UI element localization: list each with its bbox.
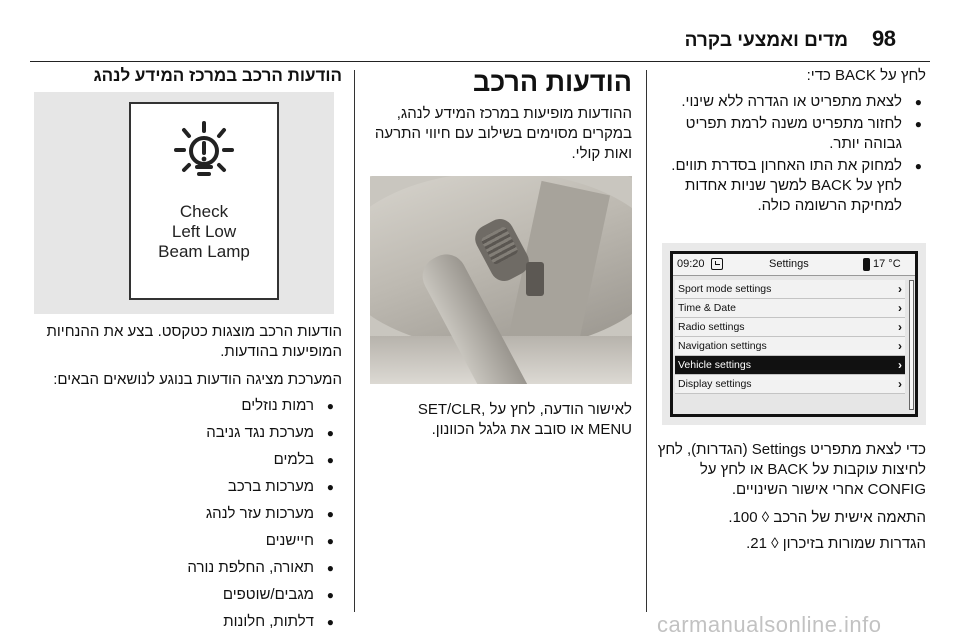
- menu-item-label: Radio settings: [678, 321, 745, 333]
- column-divider-left: [354, 70, 355, 612]
- list-item: ● מגבים/שוטפים: [30, 585, 342, 605]
- list-item: ● תאורה, החלפת נורה: [30, 558, 342, 578]
- menu-item-label: Sport mode settings: [678, 283, 772, 295]
- list-item: ● מערכות ברכב: [30, 477, 342, 497]
- screen-status-bar: [673, 254, 915, 276]
- warning-line: Beam Lamp: [158, 242, 250, 261]
- thermometer-icon: [863, 258, 870, 271]
- clock-icon: [711, 258, 723, 270]
- settings-menu-list: [675, 280, 905, 394]
- dic-warning-text: [131, 202, 277, 262]
- crossref-memory-settings[interactable]: הגדרות שמורות בזיכרון ◊ 21.: [746, 535, 926, 552]
- chevron-right-icon: ›: [898, 377, 902, 391]
- menu-item-label: Display settings: [678, 378, 752, 390]
- list-item: ● חיישנים: [30, 531, 342, 551]
- menu-item-sport-mode[interactable]: [675, 280, 905, 299]
- crossref-personalization[interactable]: התאמה אישית של הרכב ◊ 100.: [728, 509, 926, 526]
- bulb-warning-icon: [173, 120, 235, 182]
- right-column-lower: [650, 440, 926, 560]
- list-item: ● לצאת מתפריט או הגדרה ללא שינוי.: [650, 92, 926, 112]
- column-divider-right: [646, 70, 647, 612]
- chevron-right-icon: ›: [898, 339, 902, 353]
- page-header: [0, 0, 960, 62]
- chevron-right-icon: ›: [898, 301, 902, 315]
- left-column-text: [30, 322, 342, 639]
- menu-item-time-date[interactable]: [675, 299, 905, 318]
- chevron-right-icon: ›: [898, 358, 902, 372]
- list-item: ● למחוק את התו האחרון בסדרת תווים. לחץ על BACK למשך שניות אחדות למחיקת הרשומה כולה.: [650, 156, 926, 216]
- chevron-right-icon: ›: [898, 282, 902, 296]
- warning-line: Check: [179, 202, 229, 221]
- menu-item-label: Time & Date: [678, 302, 736, 314]
- settings-screen-figure: [662, 243, 926, 425]
- dic-warning-figure: [34, 92, 334, 314]
- menu-item-label: Vehicle settings: [678, 359, 751, 371]
- list-item: ● דלתות, חלונות: [30, 612, 342, 632]
- settings-screen: [670, 251, 918, 417]
- middle-column: [366, 66, 632, 164]
- list-item: ● לחזור מתפריט משנה לרמת תפריט גבוהה יותר.: [650, 114, 926, 154]
- list-item: ● בלמים: [30, 450, 342, 470]
- header-rule: [30, 61, 930, 62]
- list-item: ● מערכות עזר לנהג: [30, 504, 342, 524]
- right-column: [650, 66, 926, 218]
- watermark: carmanualsonline.info: [657, 612, 882, 637]
- menu-item-label: Navigation settings: [678, 340, 767, 352]
- exit-settings-paragraph: כדי לצאת מתפריט Settings (הגדרות), לחץ לחיצות עוקבות על BACK או לחץ על CONFIG אחרי אישור השינויים.: [657, 441, 926, 498]
- scrollbar[interactable]: [909, 280, 914, 410]
- chevron-right-icon: ›: [898, 320, 902, 334]
- warning-line: Left Low: [171, 222, 237, 241]
- screen-time: 09:20: [677, 258, 705, 270]
- back-intro: לחץ על BACK כדי:: [806, 67, 926, 84]
- screen-title: Settings: [769, 258, 809, 270]
- vehicle-messages-paragraph: ההודעות מופיעות במרכז המידע לנהג, במקרים מסוימים בשילוב עם חיווי התרעה ואות קולי.: [374, 105, 632, 162]
- screen-temperature: 17 °C: [873, 258, 901, 270]
- menu-item-display[interactable]: [675, 375, 905, 394]
- message-topics-list: [30, 396, 342, 632]
- section-heading-dic-messages: הודעות הרכב במרכז המידע לנהג: [93, 66, 342, 85]
- chapter-title: מדים ואמצעי בקרה: [684, 30, 848, 51]
- menu-item-vehicle[interactable]: [675, 356, 905, 375]
- page-number: 98: [872, 26, 896, 51]
- menu-item-radio[interactable]: [675, 318, 905, 337]
- steering-stalk-photo: [370, 176, 632, 384]
- menu-item-navigation[interactable]: [675, 337, 905, 356]
- section-heading-vehicle-messages: הודעות הרכב: [472, 67, 632, 97]
- confirm-message-caption: לאישור הודעה, לחץ על SET/CLR, MENU או סובב את גלגל הכוונון.: [417, 401, 632, 438]
- topics-intro: המערכת מציגה הודעות בנוגע לנושאים הבאים:: [53, 371, 342, 388]
- list-item: ● רמות נוזלים: [30, 396, 342, 416]
- set-clr-switch: [526, 262, 544, 296]
- dic-warning-display: [129, 102, 279, 300]
- text-messages-paragraph: הודעות הרכב מוצגות כטקסט. בצע את ההנחיות המופיעות בהודעות.: [46, 323, 342, 360]
- back-bullet-list: [650, 92, 926, 216]
- list-item: ● מערכת נגד גניבה: [30, 423, 342, 443]
